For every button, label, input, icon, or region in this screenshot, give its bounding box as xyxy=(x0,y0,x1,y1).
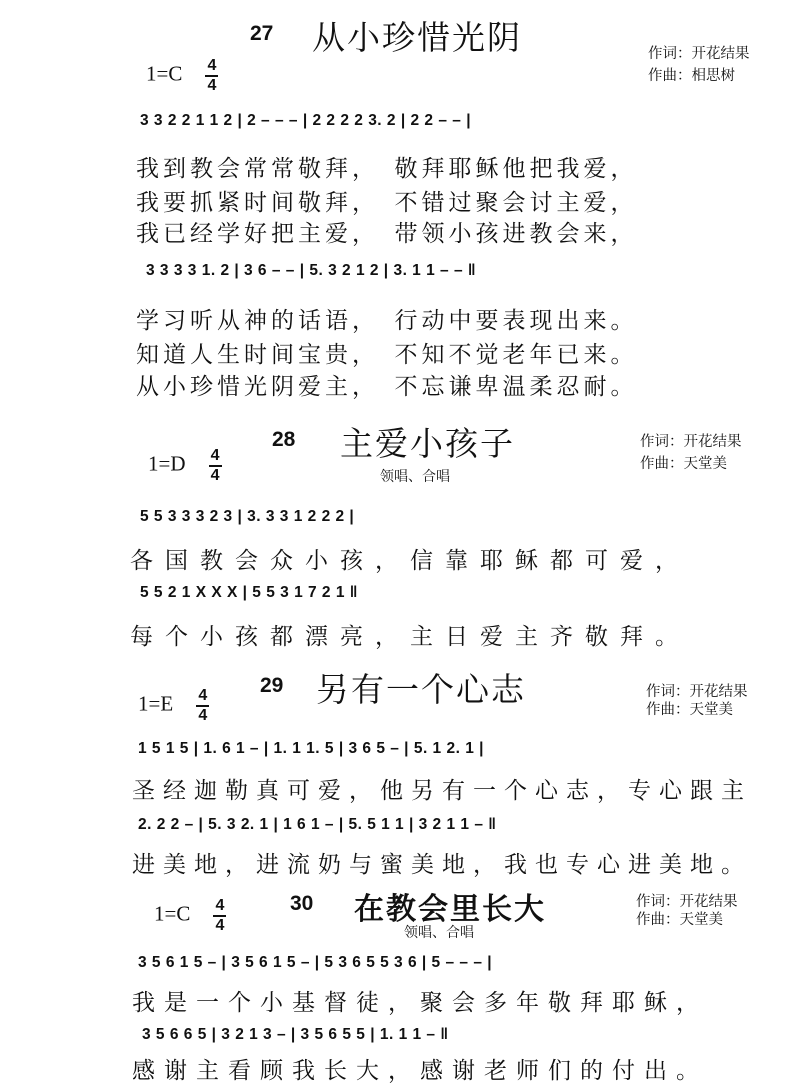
time-signature xyxy=(209,448,222,484)
song-subtitle: 领唱、合唱 xyxy=(404,925,474,941)
song-title: 从小珍惜光阴 xyxy=(312,18,522,57)
notation-line: 3 5 6 6 5 | 3 2 1 3 – | 3 5 6 5 5 | 1. 1 1 – ‖ xyxy=(142,1026,449,1043)
time-signature xyxy=(205,58,218,94)
song-title: 另有一个心志 xyxy=(316,670,526,709)
lyric-line: 进美地，进流奶与蜜美地，我也专心进美地。 xyxy=(132,852,752,878)
key-signature xyxy=(148,448,222,484)
song-number: 29 xyxy=(260,674,284,697)
notation-line: 3 5 6 1 5 – | 3 5 6 1 5 – | 5 3 6 5 5 3 6 | 5 – – – | xyxy=(138,954,493,971)
composer-credit: 作曲：天堂美 xyxy=(640,456,727,472)
lyric-line: 我是一个小基督徒，聚会多年敬拜耶稣， xyxy=(132,990,708,1016)
key-signature xyxy=(138,688,209,724)
song-title: 主爱小孩子 xyxy=(340,424,515,463)
song-number: 27 xyxy=(250,22,274,45)
time-signature-bottom: 4 xyxy=(210,467,220,484)
key-label: 1=D xyxy=(148,451,186,476)
song-number: 30 xyxy=(290,892,314,915)
key-label: 1=C xyxy=(146,61,183,86)
lyric-line: 每个小孩都漂亮，主日爱主齐敬拜。 xyxy=(130,624,690,650)
composer-credit: 作曲：相思树 xyxy=(648,68,735,84)
time-signature-bottom: 4 xyxy=(207,77,217,94)
time-signature-top: 4 xyxy=(210,447,220,464)
time-signature-top: 4 xyxy=(215,897,225,914)
notation-line: 1 5 1 5 | 1. 6 1 – | 1. 1 1. 5 | 3 6 5 – | 5. 1 2. 1 | xyxy=(138,740,484,757)
lyric-line: 知道人生时间宝贵， 不知不觉老年已来。 xyxy=(136,342,638,368)
lyricist-credit: 作词：开花结果 xyxy=(636,894,738,910)
lyric-line: 学习听从神的话语， 行动中要表现出来。 xyxy=(136,308,638,334)
lyric-line: 我已经学好把主爱， 带领小孩进教会来， xyxy=(136,221,638,247)
lyric-line: 各国教会众小孩，信靠耶稣都可爱， xyxy=(130,548,690,574)
song-subtitle: 领唱、合唱 xyxy=(380,469,450,485)
lyricist-credit: 作词：开花结果 xyxy=(648,46,750,62)
song-title: 在教会里长大 xyxy=(354,892,546,927)
lyric-line: 圣经迦勒真可爱，他另有一个心志，专心跟主 xyxy=(132,778,752,804)
lyric-line: 我到教会常常敬拜， 敬拜耶稣他把我爱， xyxy=(136,156,638,182)
lyric-line: 我要抓紧时间敬拜， 不错过聚会讨主爱， xyxy=(136,190,638,216)
notation-line: 5 5 3 3 3 2 3 | 3. 3 3 1 2 2 2 | xyxy=(140,508,355,525)
key-label: 1=E xyxy=(138,691,174,716)
notation-line: 2. 2 2 – | 5. 3 2. 1 | 1 6 1 – | 5. 5 1 1 | 3 2 1 1 – ‖ xyxy=(138,816,497,833)
key-signature xyxy=(154,898,226,934)
notation-line: 3 3 2 2 1 1 2 | 2 – – – | 2 2 2 2 3. 2 | 2 2 – – | xyxy=(140,112,472,129)
lyric-line: 感谢主看顾我长大，感谢老师们的付出。 xyxy=(132,1058,708,1084)
time-signature-bottom: 4 xyxy=(215,917,225,934)
lyricist-credit: 作词：开花结果 xyxy=(640,434,742,450)
time-signature-top: 4 xyxy=(207,57,217,74)
notation-line: 3 3 3 3 1. 2 | 3 6 – – | 5. 3 2 1 2 | 3. 1 1 – – ‖ xyxy=(146,262,477,279)
time-signature xyxy=(213,898,226,934)
song-number: 28 xyxy=(272,428,296,451)
key-label: 1=C xyxy=(154,901,191,926)
composer-credit: 作曲：天堂美 xyxy=(646,702,733,718)
lyric-line: 从小珍惜光阴爱主， 不忘谦卑温柔忍耐。 xyxy=(136,374,638,400)
time-signature-top: 4 xyxy=(198,687,208,704)
lyricist-credit: 作词：开花结果 xyxy=(646,684,748,700)
time-signature-bottom: 4 xyxy=(198,707,208,724)
key-signature xyxy=(146,58,218,94)
notation-line: 5 5 2 1 X X X | 5 5 3 1 7 2 1 ‖ xyxy=(140,584,358,601)
composer-credit: 作曲：天堂美 xyxy=(636,912,723,928)
time-signature xyxy=(196,688,209,724)
